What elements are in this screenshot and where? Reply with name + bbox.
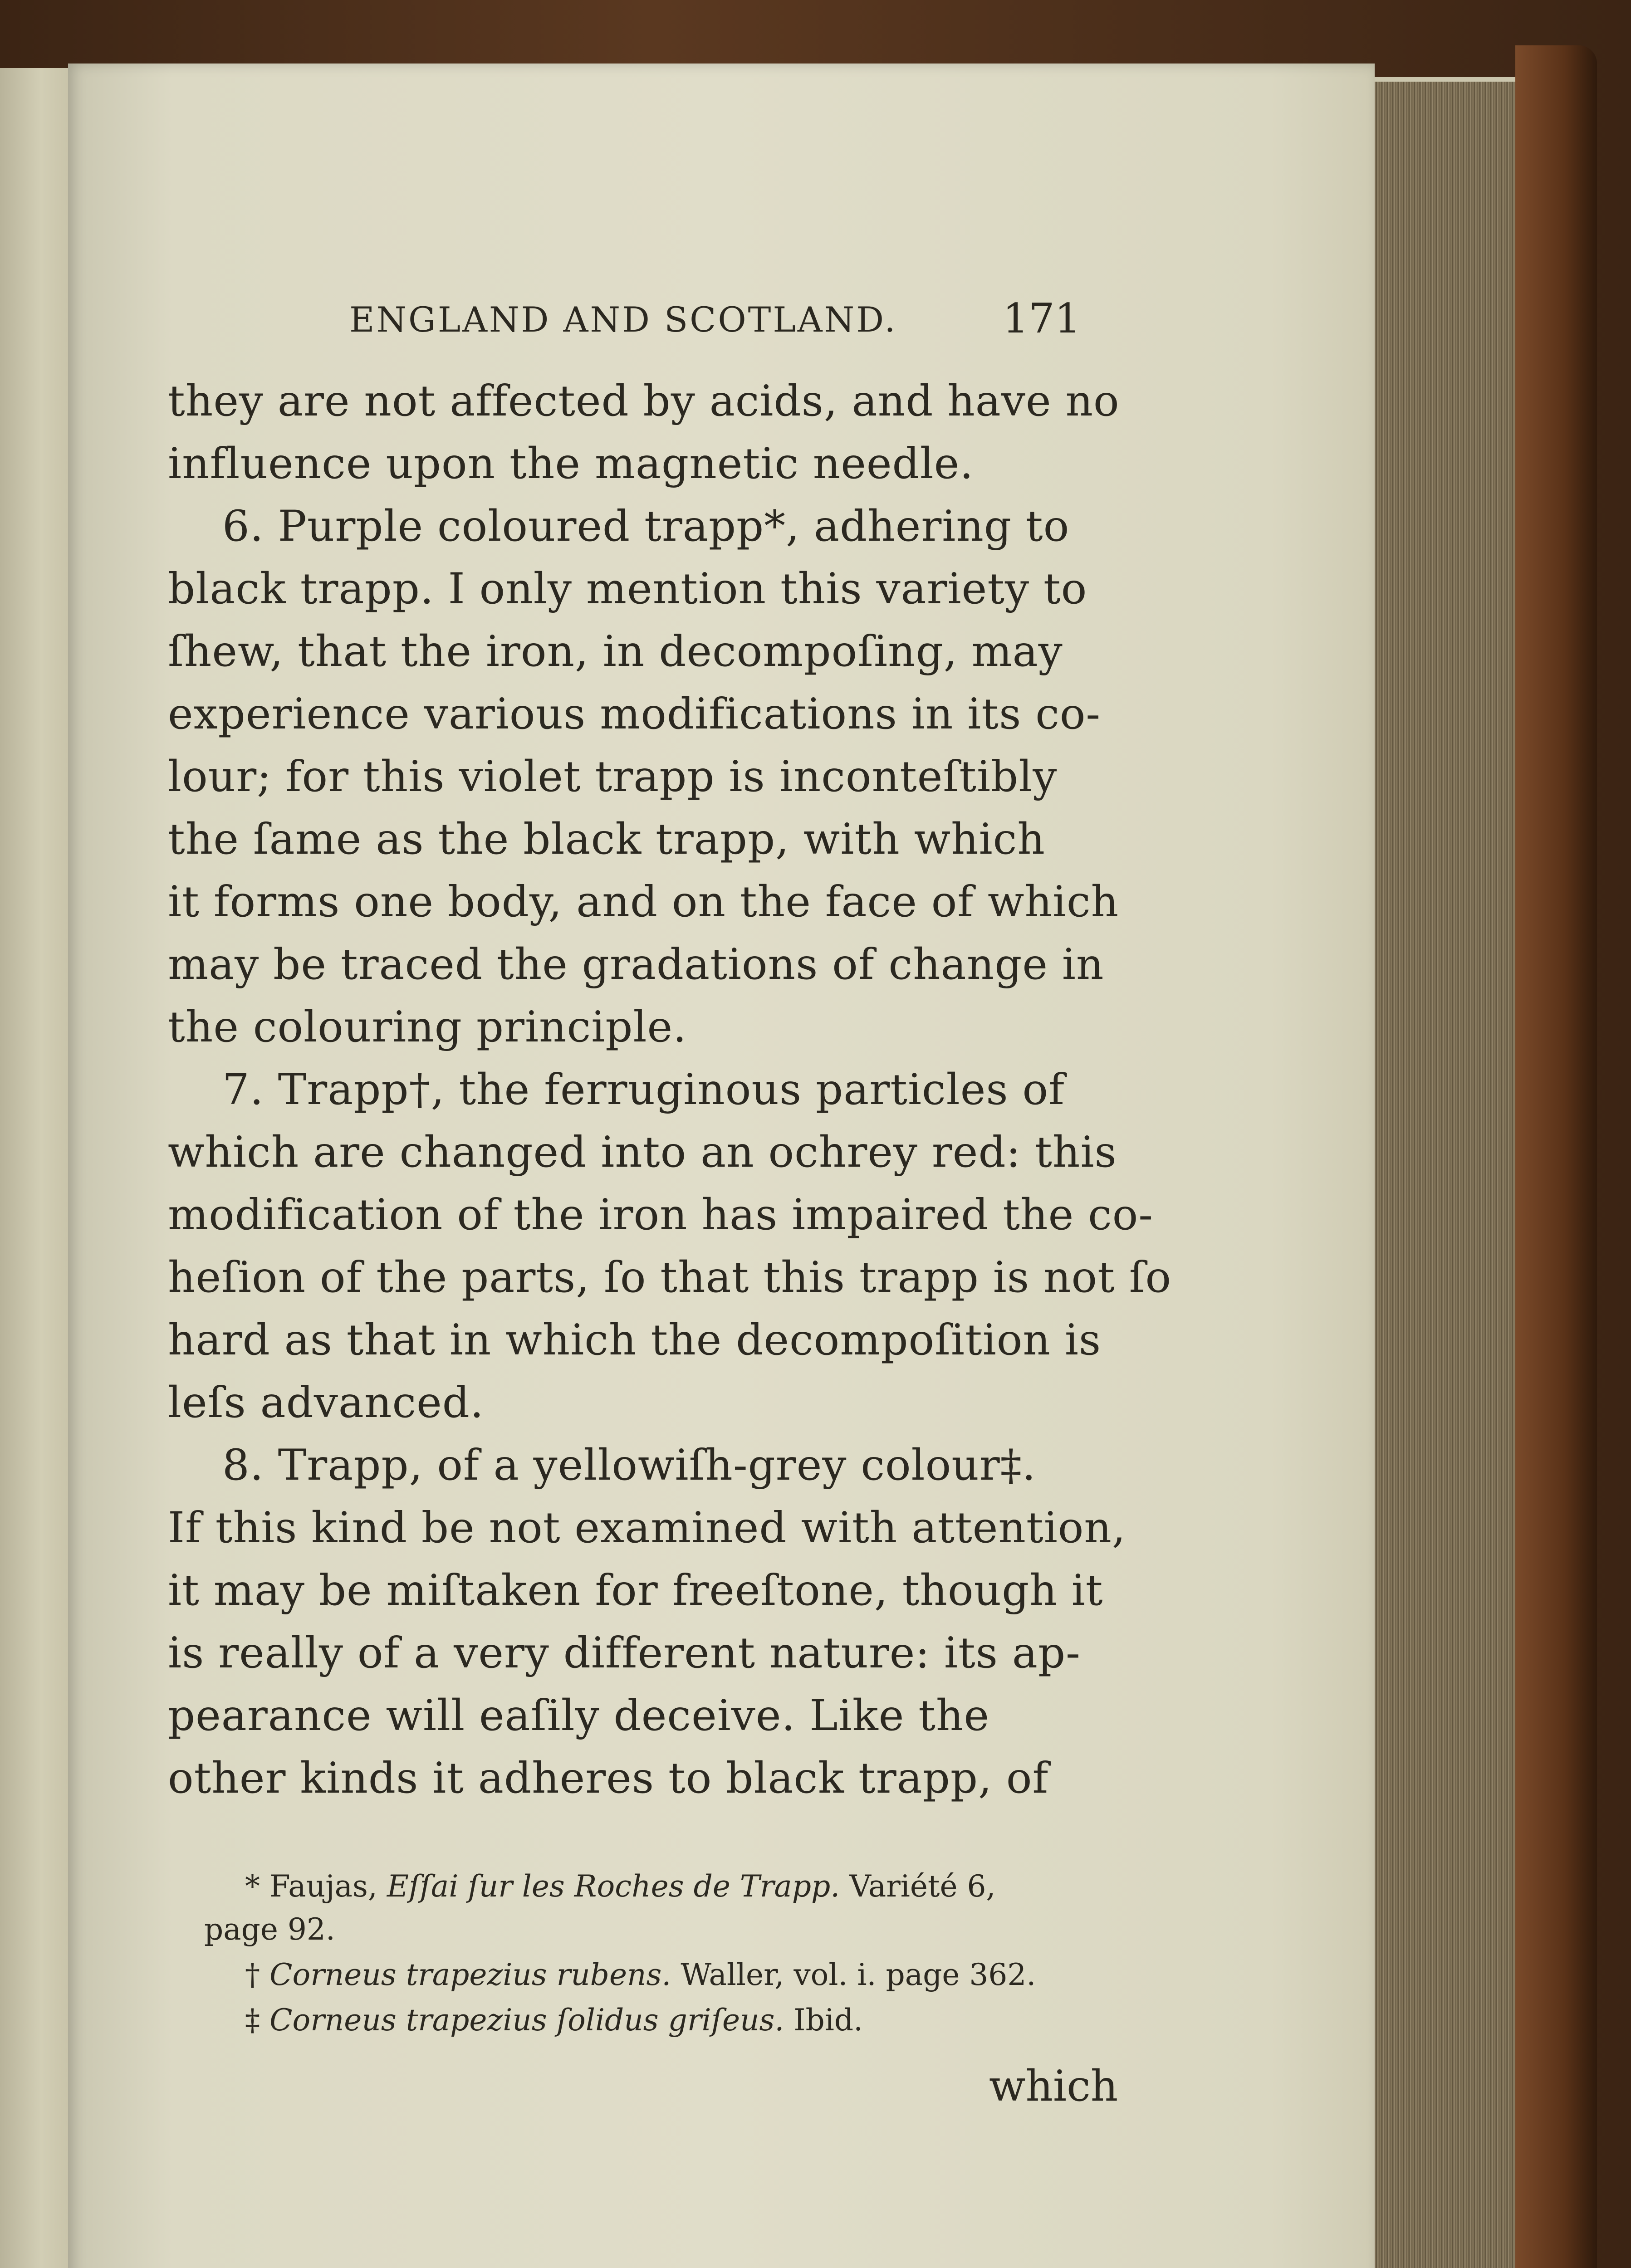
footnote-mark: ‡ [245, 2003, 260, 2038]
body-line: ſhew, that the iron, in decompoſing, may [168, 627, 1063, 676]
footnote-mark: * [245, 1869, 260, 1904]
body-line: 7. Trapp†, the ferruginous particles of [222, 1065, 1065, 1114]
footnote-1 [245, 1869, 995, 1904]
body-line: hard as that in which the decompoſition is [168, 1315, 1102, 1365]
body-line: it forms one body, and on the face of which [168, 877, 1119, 927]
body-line: black trapp. I only mention this variety to [168, 564, 1087, 614]
facing-page-sliver [0, 68, 71, 2268]
book-cover-edge [1515, 45, 1597, 2268]
page-number: 171 [1003, 295, 1081, 342]
body-line: heſion of the parts, ſo that this trapp is not ſo [168, 1253, 1172, 1302]
body-line: 6. Purple coloured trapp*, adhering to [222, 502, 1070, 551]
body-line: the colouring principle. [168, 1002, 687, 1052]
body-line: the ſame as the black trapp, with which [168, 815, 1045, 864]
running-head: ENGLAND AND SCOTLAND. [349, 299, 897, 340]
footnote-title: Eſſai ſur les Roches de Trapp. [387, 1869, 840, 1904]
catchword: which [989, 2062, 1118, 2111]
body-line: influence upon the magnetic needle. [168, 439, 974, 489]
page-block-edges [1352, 82, 1515, 2268]
body-line: which are changed into an ochrey red: this [168, 1128, 1117, 1177]
footnote-3 [245, 2003, 863, 2038]
body-line: If this kind be not examined with attention, [168, 1503, 1126, 1553]
body-line: is really of a very different nature: its ap- [168, 1628, 1081, 1678]
body-line: modification of the iron has impaired the co- [168, 1190, 1154, 1240]
body-line: pearance will eaſily deceive. Like the [168, 1691, 990, 1740]
footnote-author: Faujas, [269, 1869, 377, 1904]
footnote-2 [245, 1957, 1036, 1992]
footnote-1-continuation: page 92. [204, 1912, 335, 1947]
body-line: 8. Trapp, of a yellowiſh-grey colour‡. [222, 1441, 1036, 1490]
body-line: leſs advanced. [168, 1378, 484, 1427]
footnote-text: Ibid. [793, 2003, 863, 2038]
body-line: lour; for this violet trapp is inconteſtibly [168, 752, 1058, 802]
body-line: experience various modifications in its co- [168, 689, 1101, 739]
footnote-text: Waller, vol. i. page 362. [681, 1957, 1036, 1992]
footnote-title: Corneus trapezius rubens. [269, 1957, 671, 1992]
body-line: it may be miſtaken for freeſtone, though it [168, 1566, 1103, 1615]
body-line: they are not affected by acids, and have no [168, 376, 1120, 426]
footnote-text: Variété 6, [849, 1869, 996, 1904]
footnote-title: Corneus trapezius ſolidus griſeus. [269, 2003, 784, 2038]
body-line: may be traced the gradations of change in [168, 940, 1104, 989]
footnote-mark: † [245, 1957, 260, 1992]
body-line: other kinds it adheres to black trapp, of [168, 1754, 1049, 1803]
